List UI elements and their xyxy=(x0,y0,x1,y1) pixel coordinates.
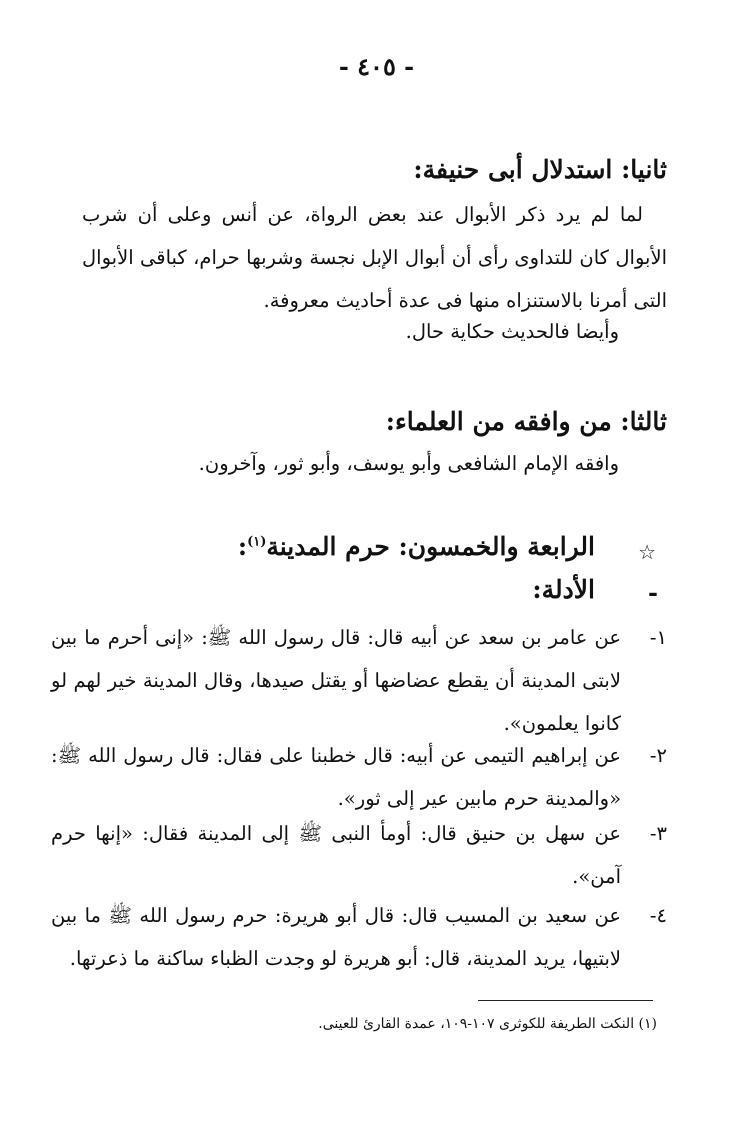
evidence-item-number: ٤- xyxy=(649,904,667,927)
evidence-item-text: عن سهل بن حنيق قال: أومأ النبى ﷺ إلى المدينة فقال: «إنها حرم آمن». xyxy=(51,822,621,888)
evidence-dash: - xyxy=(648,578,658,607)
evidence-item xyxy=(51,616,667,745)
evidence-heading: الأدلة: xyxy=(532,575,595,604)
footnote: (١) النكت الطريفة للكوثرى ١٠٧-١٠٩، عمدة القارئ للعينى. xyxy=(318,1016,657,1032)
evidence-item-text: عن سعيد بن المسيب قال: قال أبو هريرة: حرم رسول الله ﷺ ما بين لابتيها، يريد المدينة، قال: أبو هريرة لو وجدت الظباء ساكنة ما ذعرتها. xyxy=(51,904,621,970)
topic-heading-colon: : xyxy=(237,532,248,561)
topic-heading xyxy=(238,532,595,561)
page-number: - ٤٠٥ - xyxy=(338,52,415,81)
star-icon: ☆ xyxy=(638,540,656,564)
section-heading-agreeing-scholars: ثالثا: من وافقه من العلماء: xyxy=(385,407,667,436)
evidence-item-text: عن عامر بن سعد عن أبيه قال: قال رسول الله ﷺ: «إنى أحرم ما بين لابتى المدينة أن يقطع عضاضها أو يقتل صيدها، وقال المدينة خير لهم لو كانوا يعلمون». xyxy=(51,626,621,735)
paragraph-agreeing-scholars: وافقه الإمام الشافعى وأبو يوسف، وأبو ثور، وآخرون. xyxy=(198,452,619,475)
evidence-item-text: عن إبراهيم التيمى عن أبيه: قال خطبنا على فقال: قال رسول الله ﷺ: «والمدينة حرم مابين عير إلى ثور». xyxy=(51,744,621,810)
section-heading-abu-hanifa: ثانيا: استدلال أبى حنيفة: xyxy=(413,155,667,184)
evidence-item-number: ١- xyxy=(649,626,667,649)
topic-title: الرابعة والخمسون: حرم المدينة xyxy=(266,532,595,561)
evidence-item xyxy=(51,734,667,820)
evidence-item-number: ٣- xyxy=(649,822,667,845)
footnote-reference: (١) xyxy=(247,534,267,550)
paragraph-abu-hanifa-argument: لما لم يرد ذكر الأبوال عند بعض الرواة، عن أنس وعلى أن شرب الأبوال كان للتداوى رأى أن أبوال الإبل نجسة وشربها حرام، كباقى الأبوال التى أمرنا بالاستنزاه منها فى عدة أحاديث معروفة. xyxy=(82,203,667,312)
footnote-separator xyxy=(478,1000,653,1001)
paragraph-hikayat-hal: وأيضا فالحديث حكاية حال. xyxy=(405,320,619,343)
evidence-item-number: ٢- xyxy=(649,744,667,767)
evidence-item xyxy=(51,894,667,980)
evidence-item xyxy=(51,812,667,898)
